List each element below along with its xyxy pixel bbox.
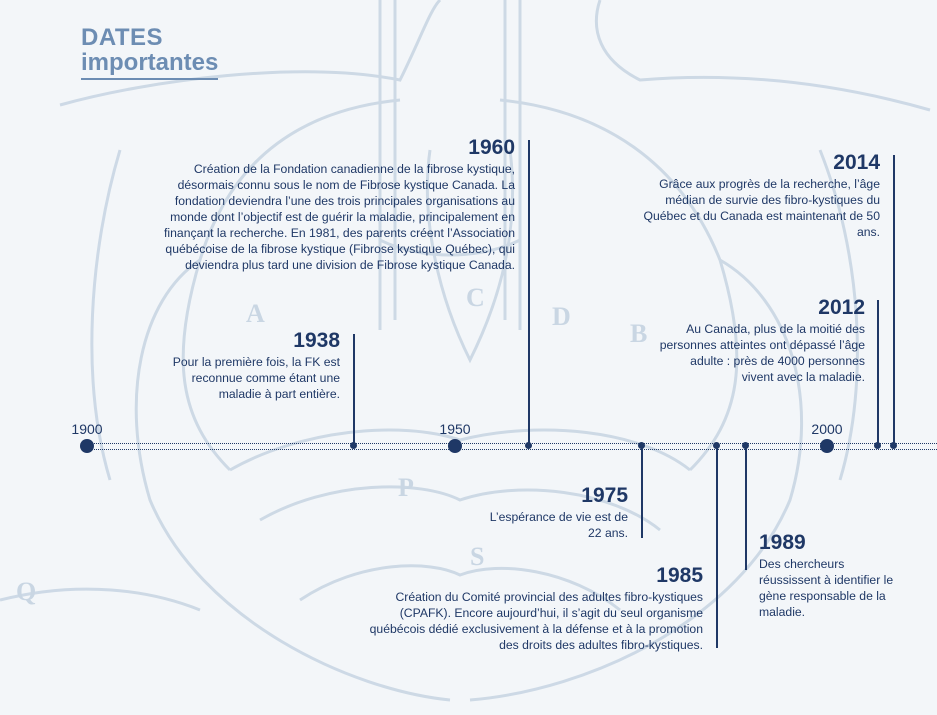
connector-1938	[353, 334, 355, 446]
event-dot-1989	[742, 442, 749, 449]
event-year-2012: 2012	[818, 296, 865, 319]
event-2014	[635, 152, 880, 240]
major-tick-2000	[820, 439, 834, 453]
page-title	[81, 26, 218, 80]
bg-letter-q: Q	[16, 577, 37, 606]
event-dot-2014	[890, 442, 897, 449]
bg-letter-b: B	[630, 319, 648, 348]
event-1938	[160, 330, 340, 402]
bg-letter-d: D	[552, 302, 571, 331]
connector-1989	[745, 446, 747, 570]
connector-1960	[528, 140, 530, 446]
timeline-axis	[86, 443, 937, 450]
event-text-2014: Grâce aux progrès de la recherche, l’âge médian de survie des fibro-kystiques du Québec et du Canada est maintenant de 50 ans.	[643, 177, 880, 239]
bg-letter-c: C	[466, 283, 485, 312]
bg-letter-a: A	[246, 299, 265, 328]
connector-1975	[641, 446, 643, 538]
event-text-1985: Création du Comité provincial des adultes fibro-kystiques (CPAFK). Encore aujourd’hui, il s’agit du seul organisme québécois dédié exclusivement à la défense et à la promotion des droits des adultes fibro-kystiques.	[369, 590, 703, 652]
event-text-1975: L’espérance de vie est de 22 ans.	[489, 510, 628, 540]
event-text-2012: Au Canada, plus de la moitié des personnes atteintes ont dépassé l’âge adulte : près de 4000 personnes vivent avec la maladie.	[659, 322, 865, 384]
event-year-1975: 1975	[581, 484, 628, 507]
tick-label-1950: 1950	[439, 421, 471, 437]
tick-label-2000: 2000	[811, 421, 843, 437]
event-1989	[759, 532, 899, 620]
tick-label-1900: 1900	[71, 421, 103, 437]
event-dot-1975	[638, 442, 645, 449]
event-text-1989: Des chercheurs réussissent à identifier le gène responsable de la maladie.	[759, 557, 894, 619]
bg-letter-p: P	[398, 473, 414, 502]
event-dot-1938	[350, 442, 357, 449]
event-year-1985: 1985	[656, 564, 703, 587]
event-dot-2012	[874, 442, 881, 449]
event-dot-1960	[525, 442, 532, 449]
event-1960	[160, 137, 515, 273]
bg-letter-s: S	[470, 542, 485, 571]
event-year-1989: 1989	[759, 531, 806, 554]
event-text-1960: Création de la Fondation canadienne de la fibrose kystique, désormais connu sous le nom de Fibrose kystique Canada. La fondation deviendra l’une des trois principales organisations au monde dont l’objectif est de guérir la maladie, principalement en finançant la recherche. En 1981, des parents créent l’Association québécoise de la fibrose kystique (Fibrose kystique Québec), qui deviendra plus tard une division de Fibrose kystique Canada.	[164, 162, 515, 272]
event-year-1938: 1938	[293, 329, 340, 352]
connector-1985	[716, 446, 718, 648]
major-tick-1900	[80, 439, 94, 453]
event-1985	[355, 565, 703, 653]
connector-2012	[877, 300, 879, 446]
event-year-1960: 1960	[468, 136, 515, 159]
event-dot-1985	[713, 442, 720, 449]
event-2012	[655, 297, 865, 385]
event-1975	[480, 485, 628, 541]
title-line-2: importantes	[81, 50, 218, 80]
title-line-1: DATES	[81, 24, 164, 51]
connector-2014	[893, 155, 895, 446]
event-year-2014: 2014	[833, 151, 880, 174]
event-text-1938: Pour la première fois, la FK est reconnue comme étant une maladie à part entière.	[172, 355, 340, 401]
major-tick-1950	[448, 439, 462, 453]
